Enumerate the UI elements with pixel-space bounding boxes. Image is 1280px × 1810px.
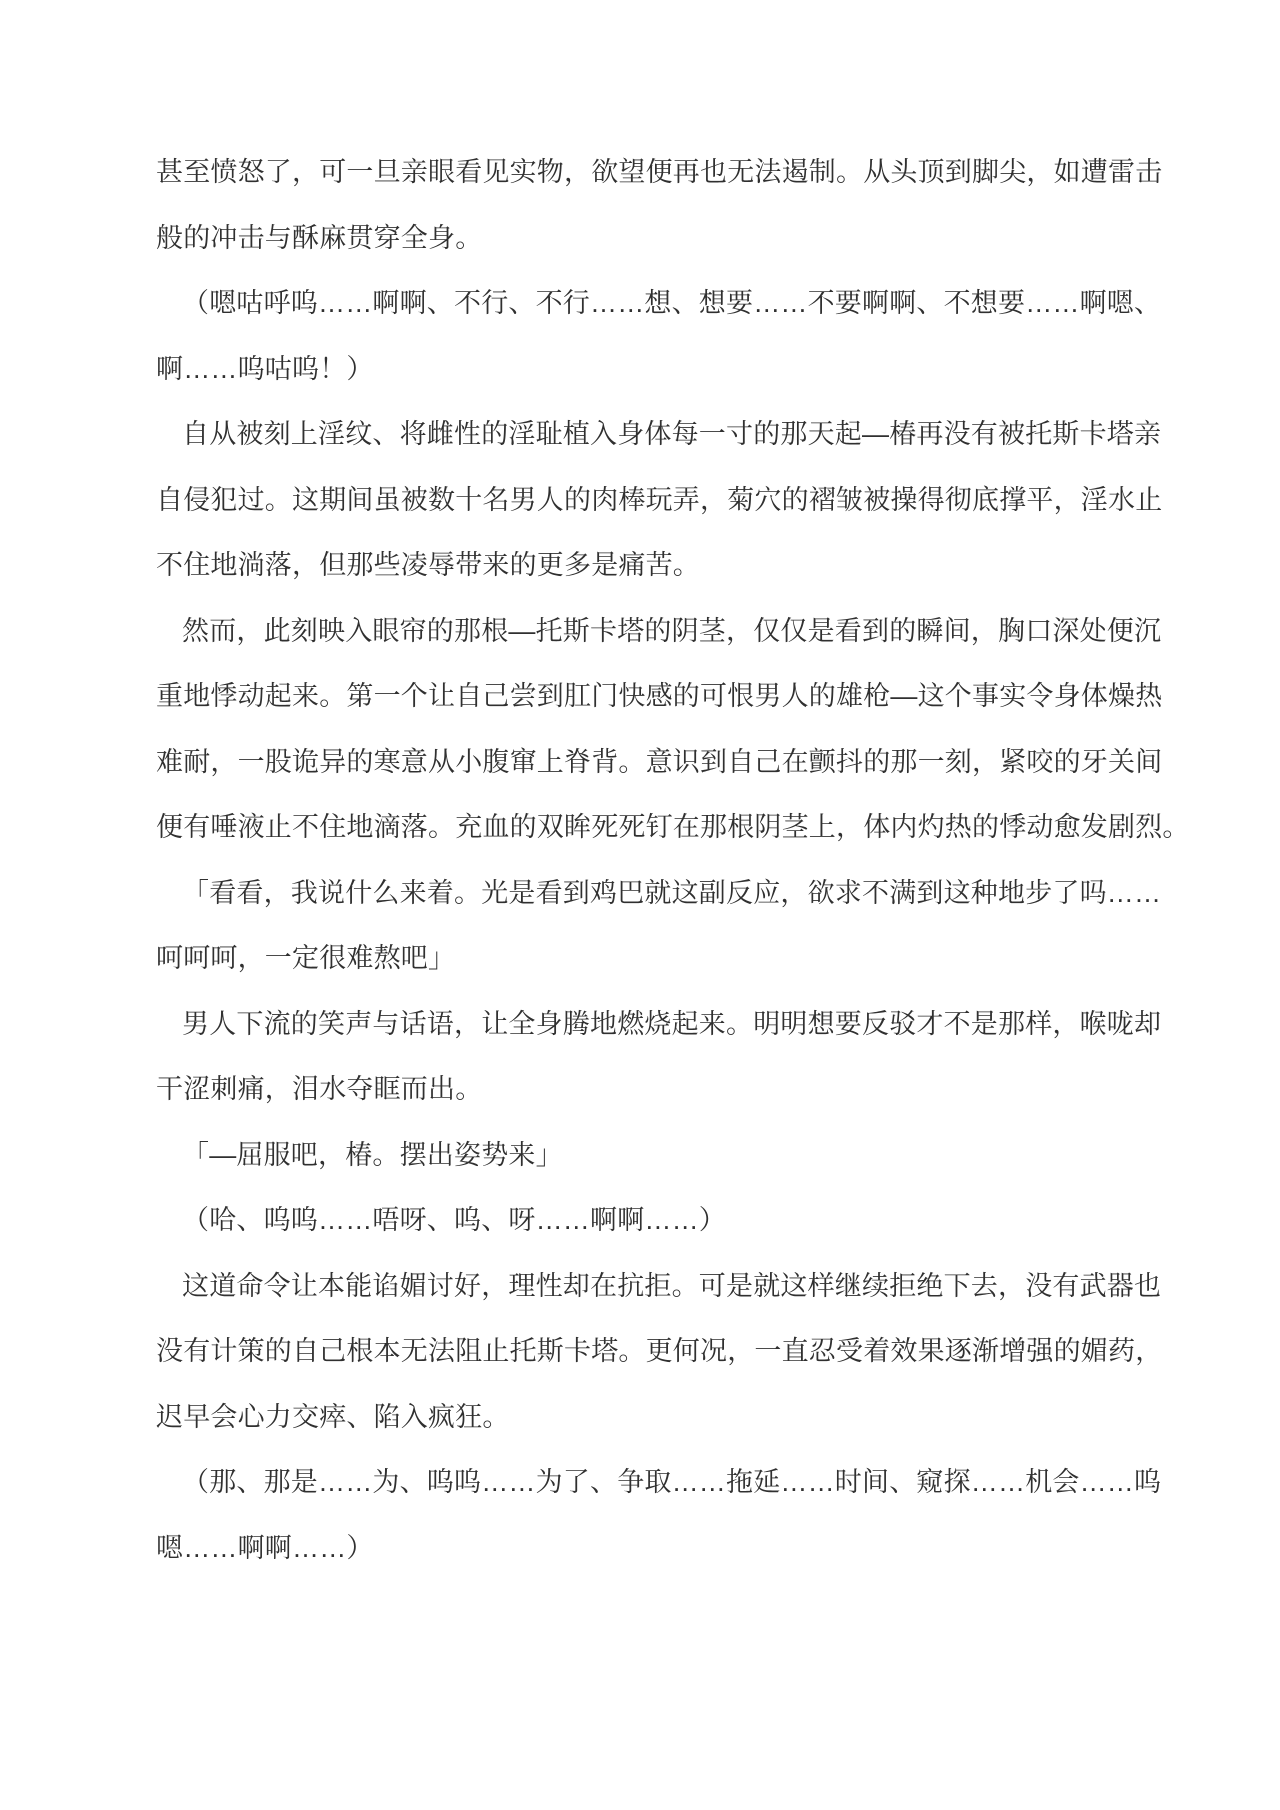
text-line: 重地悸动起来。第一个让自己尝到肛门快感的可恨男人的雄枪—这个事实令身体燥热 bbox=[156, 681, 1163, 711]
text-line: 便有唾液止不住地滴落。充血的双眸死死钉在那根阴茎上，体内灼热的悸动愈发剧烈。 bbox=[156, 812, 1190, 842]
paragraph bbox=[156, 402, 1171, 599]
text-line: 然而，此刻映入眼帘的那根—托斯卡塔的阴茎，仅仅是看到的瞬间，胸口深处便沉 bbox=[182, 615, 1162, 646]
paragraph bbox=[156, 1450, 1171, 1581]
paragraph bbox=[156, 271, 1171, 402]
paragraph bbox=[156, 140, 1171, 271]
text-line: 难耐，一股诡异的寒意从小腹窜上脊背。意识到自己在颤抖的那一刻，紧咬的牙关间 bbox=[156, 746, 1163, 777]
text-line: 甚至愤怒了，可一旦亲眼看见实物，欲望便再也无法遏制。从头顶到脚尖，如遭雷击 bbox=[156, 157, 1163, 187]
text-line: 不住地淌落，但那些凌辱带来的更多是痛苦。 bbox=[156, 550, 700, 580]
paragraph bbox=[156, 1254, 1171, 1451]
paragraph bbox=[156, 861, 1171, 992]
text-line: 「看看，我说什么来着。光是看到鸡巴就这副反应，欲求不满到这种地步了吗…… bbox=[182, 877, 1162, 908]
text-line: 干涩刺痛，泪水夺眶而出。 bbox=[156, 1074, 483, 1104]
text-line: 呵呵呵，一定很难熬吧」 bbox=[156, 943, 456, 973]
text-line: 「—屈服吧，椿。摆出姿势来」 bbox=[182, 1139, 563, 1170]
paragraph bbox=[156, 1123, 1171, 1189]
text-line: （那、那是……为、呜呜……为了、争取……拖延……时间、窥探……机会……呜 bbox=[182, 1467, 1162, 1497]
text-line: （嗯咕呼呜……啊啊、不行、不行……想、想要……不要啊啊、不想要……啊嗯、 bbox=[182, 288, 1162, 318]
paragraph bbox=[156, 992, 1171, 1123]
text-line: 嗯……啊啊……） bbox=[156, 1532, 374, 1563]
text-line: 自侵犯过。这期间虽被数十名男人的肉棒玩弄，菊穴的褶皱被操得彻底撑平，淫水止 bbox=[156, 484, 1163, 515]
text-line: 迟早会心力交瘁、陷入疯狂。 bbox=[156, 1401, 510, 1432]
paragraph bbox=[156, 599, 1190, 861]
text-line: 啊……呜咕呜！） bbox=[156, 353, 374, 384]
text-block bbox=[156, 140, 1190, 1581]
paragraph bbox=[156, 1188, 1171, 1254]
text-line: 自从被刻上淫纹、将雌性的淫耻植入身体每一寸的那天起—椿再没有被托斯卡塔亲 bbox=[182, 419, 1162, 449]
text-line: 般的冲击与酥麻贯穿全身。 bbox=[156, 222, 483, 253]
text-line: 没有计策的自己根本无法阻止托斯卡塔。更何况，一直忍受着效果逐渐增强的媚药， bbox=[156, 1336, 1163, 1366]
text-line: 男人下流的笑声与话语，让全身腾地燃烧起来。明明想要反驳才不是那样，喉咙却 bbox=[182, 1008, 1162, 1039]
text-line: （哈、呜呜……唔呀、呜、呀……啊啊……） bbox=[182, 1205, 726, 1235]
text-line: 这道命令让本能谄媚讨好，理性却在抗拒。可是就这样继续拒绝下去，没有武器也 bbox=[182, 1270, 1162, 1301]
